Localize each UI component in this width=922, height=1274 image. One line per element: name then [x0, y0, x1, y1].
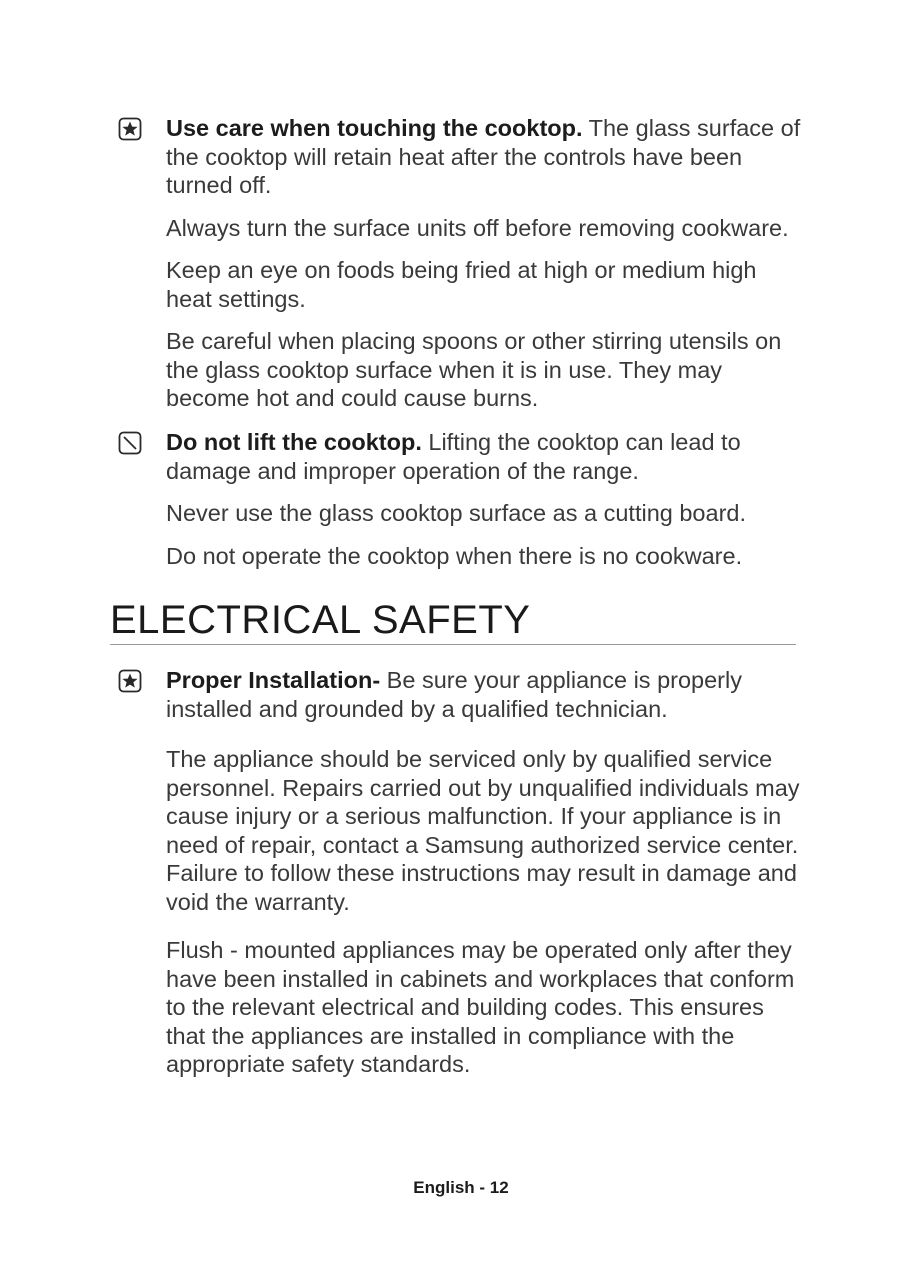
do-not-lift-paragraph: Do not operate the cooktop when there is no cookware. — [166, 542, 743, 569]
cooktop-care-section — [118, 114, 808, 413]
installation-intro — [166, 666, 808, 723]
do-not-lift-paragraph: Never use the glass cooktop surface as a cutting board. — [166, 500, 746, 526]
do-not-lift-lead: Do not lift the cooktop. — [166, 429, 422, 455]
installation-lead-text: Be sure your appliance is properly installed and grounded by a qualified technician. — [166, 667, 742, 722]
do-not-lift-lead-text: Lifting the cooktop can lead to damage and improper operation of the range. — [166, 429, 741, 484]
cooktop-care-lead: Use care when touching the cooktop. — [166, 115, 583, 141]
star-warning-icon — [118, 117, 142, 141]
star-warning-icon — [118, 669, 142, 693]
prohibited-icon — [118, 431, 142, 455]
cooktop-care-paragraph: Always turn the surface units off before removing cookware. — [166, 214, 789, 241]
proper-installation-section — [118, 666, 808, 1079]
section-heading: ELECTRICAL SAFETY — [110, 596, 796, 645]
cooktop-care-paragraph: Be careful when placing spoons or other stirring utensils on the glass cooktop surface when it is in use. They may become hot and could cause burns. — [166, 328, 782, 411]
installation-paragraph: The appliance should be serviced only by qualified service personnel. Repairs carried out by unqualified individuals may cause injury or a serious malfunction. If your appliance is in need of repair, contact a Samsung authorized service center. Failure to follow these instructions may result in damage and void the warranty. — [166, 746, 800, 915]
cooktop-care-paragraph: Keep an eye on foods being fried at high or medium high heat settings. — [166, 257, 757, 312]
cooktop-care-lead-text: The glass surface of the cooktop will retain heat after the controls have been turned off. — [166, 115, 801, 198]
installation-lead: Proper Installation- — [166, 667, 381, 693]
installation-paragraph: Flush - mounted appliances may be operated only after they have been installed in cabinets and workplaces that conform to the relevant electrical and building codes. This ensures that the appliances are installed in compliance with the appropriate safety standards. — [166, 937, 795, 1077]
cooktop-care-intro — [166, 114, 808, 200]
do-not-lift-section — [118, 428, 808, 570]
do-not-lift-intro — [166, 428, 808, 485]
page-number: English - 12 — [413, 1178, 509, 1197]
